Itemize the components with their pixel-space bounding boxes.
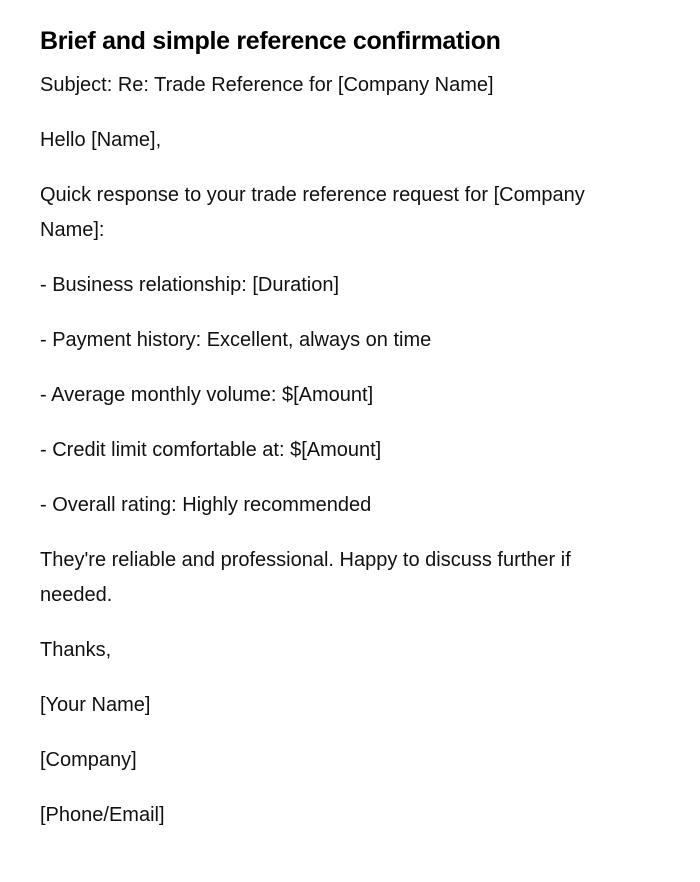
email-closing-note: They're reliable and professional. Happy to discuss further if needed. — [40, 549, 571, 606]
signature-name: [Your Name] — [40, 694, 151, 716]
list-item-relationship: - Business relationship: [Duration] — [40, 274, 340, 296]
document-title: Brief and simple reference confirmation — [40, 27, 501, 55]
email-intro: Quick response to your trade reference request for [Company Name]: — [40, 184, 585, 241]
list-item-overall-rating: - Overall rating: Highly recommended — [40, 494, 372, 516]
list-item-monthly-volume: - Average monthly volume: $[Amount] — [40, 384, 374, 406]
email-greeting: Hello [Name], — [40, 129, 162, 151]
email-signoff: Thanks, — [40, 639, 112, 661]
signature-company: [Company] — [40, 749, 137, 771]
email-subject: Subject: Re: Trade Reference for [Company Name] — [40, 74, 494, 96]
signature-contact: [Phone/Email] — [40, 804, 165, 826]
list-item-credit-limit: - Credit limit comfortable at: $[Amount] — [40, 439, 382, 461]
list-item-payment-history: - Payment history: Excellent, always on time — [40, 329, 432, 351]
